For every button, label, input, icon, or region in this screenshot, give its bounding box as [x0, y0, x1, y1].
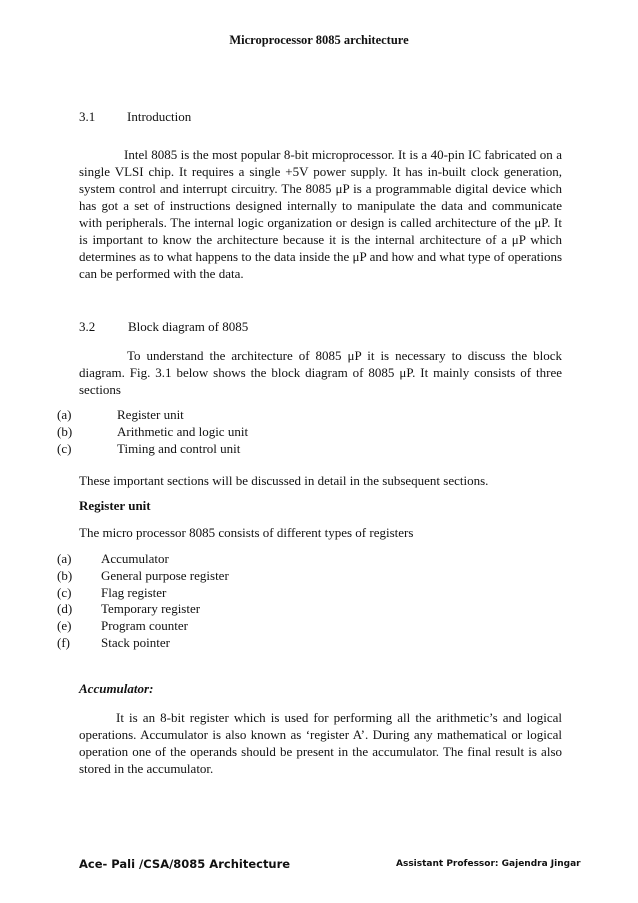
accumulator-paragraph: It is an 8-bit register which is used for performing all the arithmetic’s and logical operations. Accumulator is also known as ‘register A’. During any mathematical or logical operation one of the operands should be present in the accumulator. The final result is also stored in the accumulator. [79, 710, 562, 776]
footer-course-label: Ace- Pali /CSA/8085 Architecture [79, 857, 291, 871]
list-item: (c) Flag register [57, 584, 167, 600]
section-heading-introduction [79, 109, 191, 125]
sections-note: These important sections will be discussed in detail in the subsequent sections. [79, 473, 489, 488]
section-number: 3.2 [79, 319, 96, 334]
section-title: Block diagram of 8085 [128, 319, 249, 334]
register-unit-heading: Register unit [79, 498, 151, 513]
list-item: (b) General purpose register [57, 567, 229, 583]
footer-author-label: Assistant Professor: Gajendra Jingar [396, 859, 581, 869]
list-item: (a) Register unit [57, 407, 184, 422]
section-title: Introduction [127, 109, 192, 124]
accumulator-heading: Accumulator: [79, 681, 154, 696]
introduction-paragraph: Intel 8085 is the most popular 8-bit microprocessor. It is a 40-pin IC fabricated on a single VLSI chip. It requires a single +5V power supply. It has in-built clock generation, system control and interrupt circuitry. The 8085 μP is a programmable digital device which has got a set of instructions designed internally to manipulate the data and communicate with peripherals. The internal logic organization or design is called architecture of the μP. It is important to know the architecture because it is the internal architecture of a μP which determines as to what happens to the data inside the μP and how and what type of operations can be performed with the data. [79, 147, 562, 281]
registers-list [57, 551, 229, 652]
sections-list [57, 407, 248, 457]
list-item: (e) Program counter [57, 618, 189, 634]
list-item: (d) Temporary register [57, 601, 201, 617]
list-item: (a) Accumulator [57, 551, 169, 566]
list-item: (c) Timing and control unit [57, 440, 241, 456]
register-unit-intro: The micro processor 8085 consists of different types of registers [79, 525, 414, 540]
block-diagram-paragraph: To understand the architecture of 8085 μP it is necessary to discuss the block diagram. Fig. 3.1 below shows the block diagram of 8085 μP. It mainly consists of three sections [79, 348, 562, 397]
list-item: (f) Stack pointer [57, 634, 170, 650]
list-item: (b) Arithmetic and logic unit [57, 423, 249, 439]
section-heading-block-diagram [79, 319, 248, 335]
page-header-title: Microprocessor 8085 architecture [229, 33, 409, 47]
section-number: 3.1 [79, 109, 96, 124]
